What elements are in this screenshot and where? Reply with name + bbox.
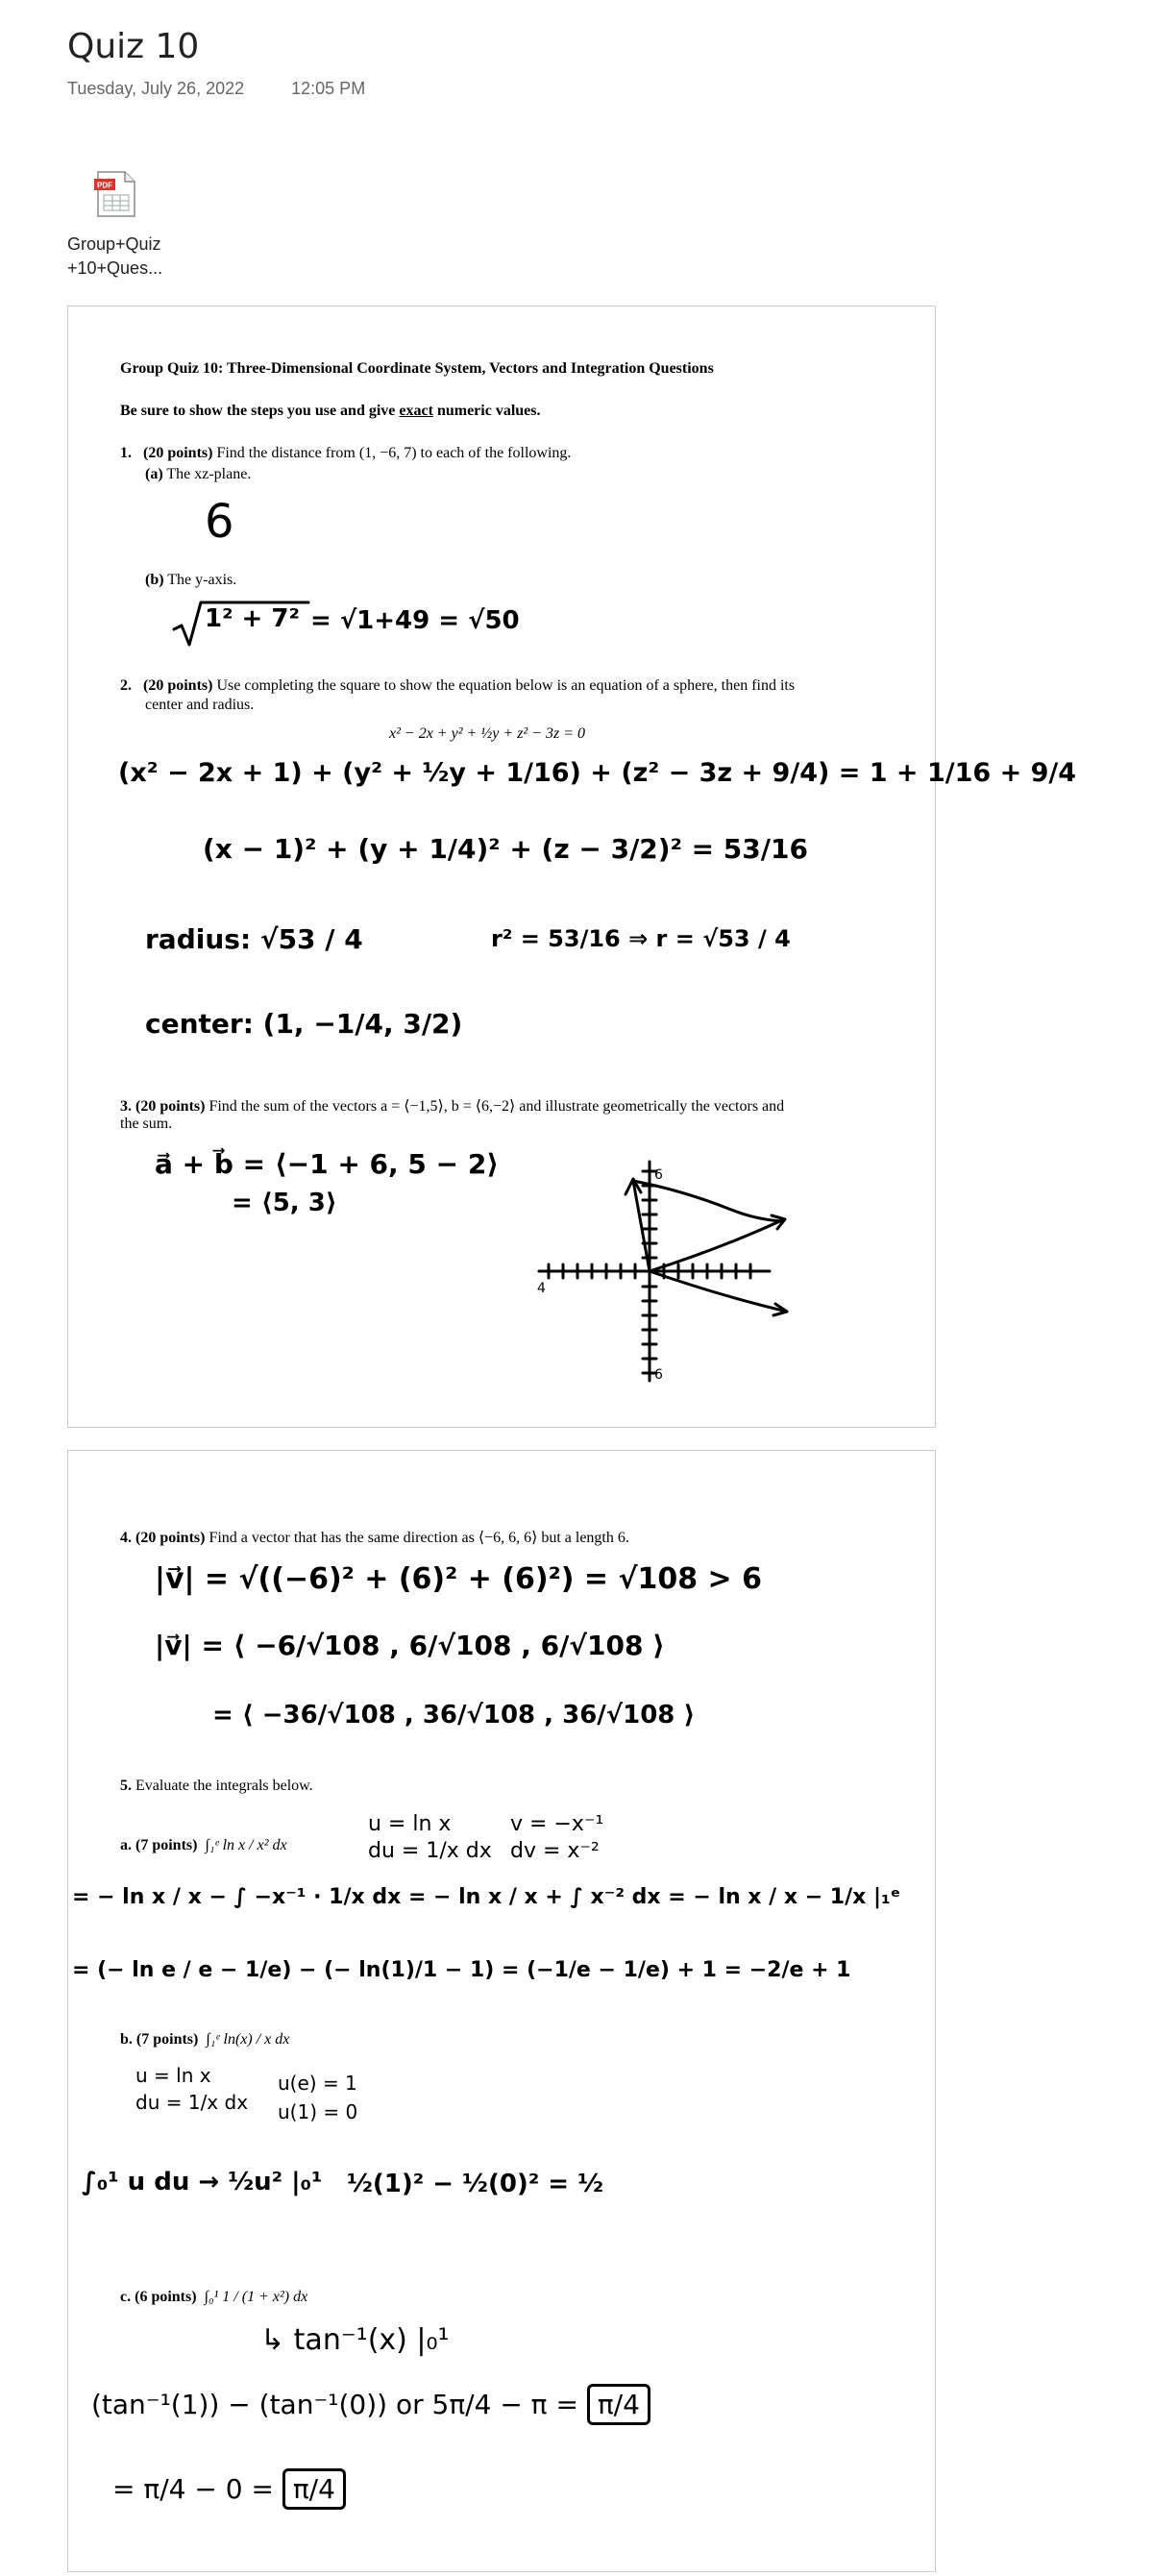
work-4-line3: = ⟨ −36/√108 , 36/√108 , 36/√108 ⟩ [212, 1701, 696, 1730]
work-5b-line1: ∫₀¹ u du → ½u² |₀¹ [82, 2168, 323, 2196]
boxed-answer-1: π/4 [587, 2384, 650, 2425]
vector-sketch [529, 1152, 818, 1383]
question-5c: c. (6 points) ∫₀¹ 1 / (1 + x²) dx [120, 2289, 308, 2305]
sub-5b-u1: u(1) = 0 [278, 2100, 358, 2123]
vector-sum [650, 1219, 784, 1271]
question-3: 3. (20 points) Find the sum of the vectors a = ⟨−1,5⟩, b = ⟨6,−2⟩ and illustrate geometrically the vectors and [120, 1098, 785, 1115]
answer-1b-radicand: 1² + 7² [205, 604, 300, 633]
sub-5a-v: v = −x⁻¹ [510, 1812, 604, 1836]
work-5c-line2: (tan⁻¹(1)) − (tan⁻¹(0)) or 5π/4 − π = π/4 [91, 2389, 650, 2420]
question-2: 2. (20 points) Use completing the square to show the equation below is an equation of a sphere, then find its [120, 677, 796, 694]
work-3-line1: a⃗ + b⃗ = ⟨−1 + 6, 5 − 2⟩ [155, 1148, 500, 1180]
question-1: 1. (20 points) Find the distance from (1, −6, 7) to each of the following. [120, 445, 572, 461]
work-4-line2: |v⃗| = ⟨ −6/√108 , 6/√108 , 6/√108 ⟩ [155, 1630, 665, 1661]
sub-5a-dv: dv = x⁻² [510, 1839, 600, 1863]
vector-a [633, 1181, 650, 1271]
question-1b: (b) The y-axis. [145, 572, 237, 588]
pdf-file-icon [94, 171, 136, 217]
sub-5a-du: du = 1/x dx [368, 1839, 492, 1863]
boxed-answer-2: π/4 [282, 2468, 346, 2510]
answer-1a: 6 [205, 495, 234, 549]
note-date: Tuesday, July 26, 2022 [67, 79, 245, 98]
sub-5a-u: u = ln x [368, 1812, 452, 1836]
note-title[interactable]: Quiz 10 [67, 27, 200, 66]
sub-5b-u: u = ln x [135, 2064, 211, 2087]
work-5c-line1: ↳ tan⁻¹(x) |₀¹ [260, 2323, 450, 2357]
work-5a-line2: = (− ln e / e − 1/e) − (− ln(1)/1 − 1) = (−1/e − 1/e) + 1 = −2/e + 1 [72, 1958, 851, 1982]
question-5a: a. (7 points) ∫₁ᵉ ln x / x² dx [120, 1837, 287, 1853]
svg-text:6: 6 [654, 1167, 663, 1183]
svg-text:PDF: PDF [97, 181, 112, 190]
question-5b: b. (7 points) ∫₁ᵉ ln(x) / x dx [120, 2031, 290, 2048]
note-time: 12:05 PM [291, 79, 366, 98]
work-2-line2: (x − 1)² + (y + 1/4)² + (z − 3/2)² = 53/16 [203, 833, 808, 865]
pdf-page-2 [67, 1450, 936, 2572]
question-4: 4. (20 points) Find a vector that has the same direction as ⟨−6, 6, 6⟩ but a length 6. [120, 1530, 629, 1546]
sphere-equation: x² − 2x + y² + ½y + z² − 3z = 0 [389, 725, 586, 742]
center-answer: center: (1, −1/4, 3/2) [145, 1008, 463, 1040]
note-timestamp [67, 79, 407, 99]
work-3-line2: = ⟨5, 3⟩ [232, 1189, 337, 1217]
svg-text:4: 4 [537, 1281, 546, 1296]
work-2-line1: (x² − 2x + 1) + (y² + ½y + 1/16) + (z² − 3z + 9/4) = 1 + 1/16 + 9/4 [118, 758, 1077, 788]
sub-5b-ue: u(e) = 1 [278, 2072, 357, 2095]
radius-answer: radius: √53 / 4 [145, 923, 363, 955]
attachment-filename[interactable]: Group+Quiz +10+Ques... [67, 234, 163, 278]
work-5c-line3: = π/4 − 0 = π/4 [112, 2473, 346, 2505]
quiz-heading: Group Quiz 10: Three-Dimensional Coordinate System, Vectors and Integration Questions [120, 360, 714, 377]
work-5a-line1: = − ln x / x − ∫ −x⁻¹ · 1/x dx = − ln x / x + ∫ x⁻² dx = − ln x / x − 1/x |₁ᵉ [72, 1885, 901, 1909]
work-5b-line2: ½(1)² − ½(0)² = ½ [347, 2170, 604, 2198]
svg-text:6: 6 [654, 1367, 663, 1383]
question-3-line2: the sum. [120, 1116, 173, 1132]
sub-5b-du: du = 1/x dx [135, 2091, 249, 2114]
quiz-instruction: Be sure to show the steps you use and give exact numeric values. [120, 403, 541, 419]
radius-work: r² = 53/16 ⇒ r = √53 / 4 [491, 925, 791, 952]
vector-b [650, 1271, 787, 1312]
question-1a: (a) The xz-plane. [145, 466, 252, 482]
pdf-page-1 [67, 306, 1077, 1428]
work-4-line1: |v⃗| = √((−6)² + (6)² + (6)²) = √108 > 6 [155, 1562, 762, 1596]
question-2-line2: center and radius. [145, 697, 255, 713]
question-5: 5. Evaluate the integrals below. [120, 1778, 313, 1794]
answer-1b: = √1+49 = √50 [310, 606, 520, 635]
